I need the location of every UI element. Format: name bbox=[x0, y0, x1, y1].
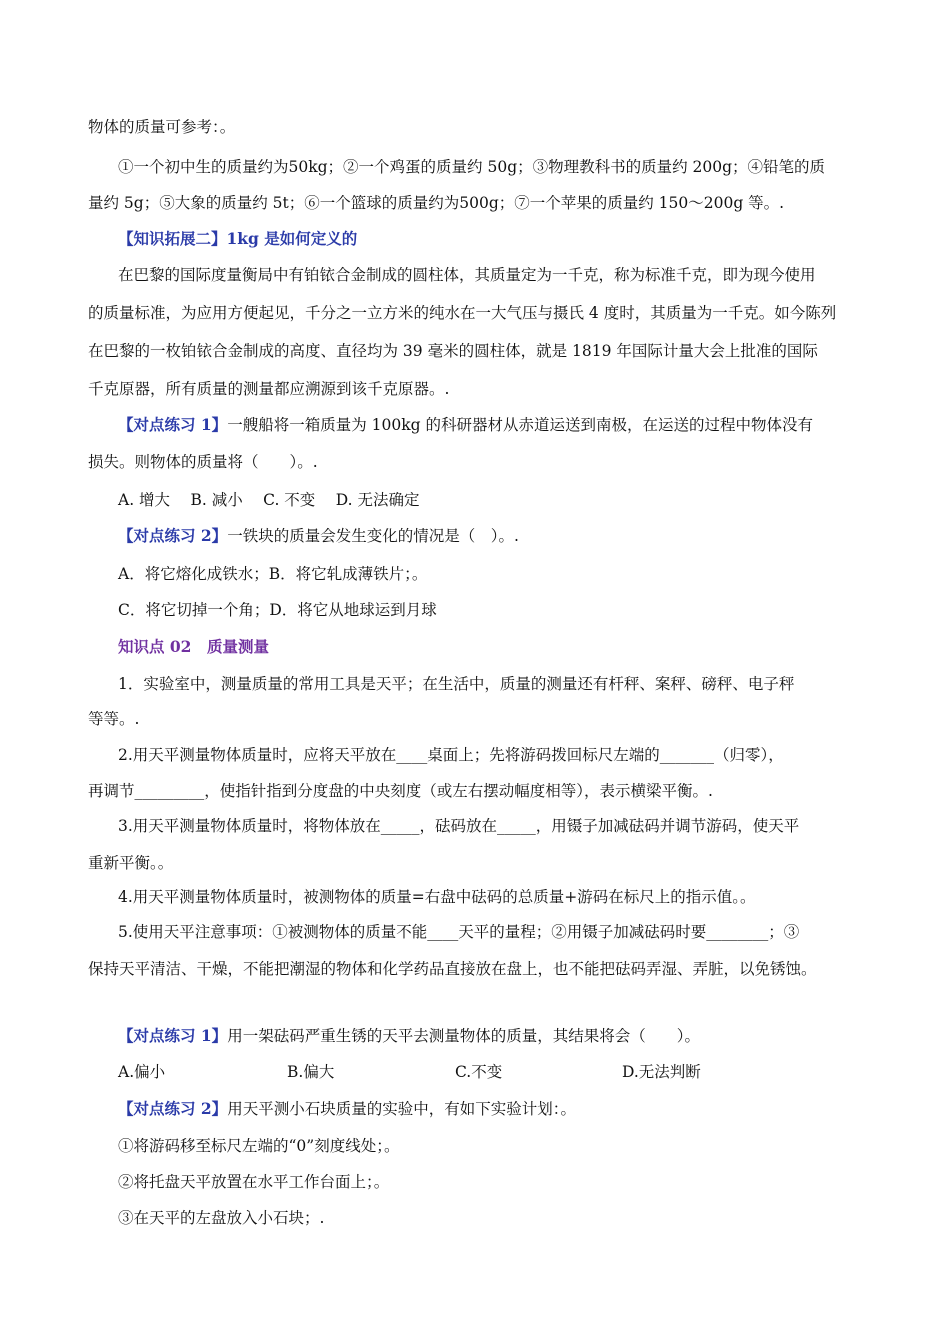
option-c: C.不变 bbox=[455, 1063, 503, 1081]
exercise-line bbox=[118, 1026, 700, 1046]
exercise-line bbox=[118, 415, 813, 435]
exercise-line bbox=[118, 526, 519, 546]
exercise-text: 一铁块的质量会发生变化的情况是（ ）。. bbox=[227, 527, 519, 545]
option-d: D.无法判断 bbox=[622, 1063, 701, 1081]
exercise-text: 一艘船将一箱质量为 100kg 的科研器材从赤道运送到南极，在运送的过程中物体没有 bbox=[227, 416, 813, 434]
paragraph-line: 1．实验室中，测量质量的常用工具是天平；在生活中，质量的测量还有杆秤、案秤、磅秤、电子秤 bbox=[118, 675, 795, 693]
step-line: ③在天平的左盘放入小石块；. bbox=[118, 1209, 325, 1227]
options-line: C．将它切掉一个角；D．将它从地球运到月球 bbox=[118, 601, 437, 619]
options-line: A．将它熔化成铁水；B．将它轧成薄铁片；。 bbox=[118, 565, 428, 583]
paragraph-line: 千克原器，所有质量的测量都应溯源到该千克原器。. bbox=[88, 380, 450, 398]
options-line: A. 增大 B. 减小 C. 不变 D. 无法确定 bbox=[118, 491, 420, 509]
paragraph-line: 保持天平清洁、干燥，不能把潮湿的物体和化学药品直接放在盘上，也不能把砝码弄湿、弄脏，以免锈蚀。 bbox=[88, 960, 817, 978]
exercise-line bbox=[118, 1099, 576, 1119]
paragraph-line: 重新平衡。。 bbox=[88, 854, 174, 872]
paragraph-line: 物体的质量可参考：。 bbox=[88, 118, 236, 136]
option-b: B.偏大 bbox=[287, 1063, 335, 1081]
exercise-label: 【对点练习 1】 bbox=[118, 415, 228, 434]
paragraph-line: 等等。. bbox=[88, 710, 140, 728]
paragraph-line: ①一个初中生的质量约为50kg；②一个鸡蛋的质量约 50g；③物理教科书的质量约 200g；④铅笔的质 bbox=[118, 158, 826, 176]
step-line: ①将游码移至标尺左端的“0”刻度线处；。 bbox=[118, 1137, 400, 1155]
exercise-text: 用一架砝码严重生锈的天平去测量物体的质量，其结果将会（ ）。 bbox=[227, 1027, 700, 1045]
paragraph-line: 在巴黎的一枚铂铱合金制成的高度、直径均为 39 毫米的圆柱体，就是 1819 年国际计量大会上批准的国际 bbox=[88, 342, 818, 360]
paragraph-line: 再调节_________，使指针指到分度盘的中央刻度（或左右摆动幅度相等），表示横梁平衡。. bbox=[88, 782, 713, 800]
paragraph-line: 的质量标准，为应用方便起见，千分之一立方米的纯水在一大气压与摄氏 4 度时，其质量为一千克。如今陈列 bbox=[88, 304, 837, 322]
exercise-label: 【对点练习 1】 bbox=[118, 1026, 228, 1045]
exercise-text: 用天平测小石块质量的实验中，有如下实验计划：。 bbox=[227, 1100, 576, 1118]
exercise-label: 【对点练习 2】 bbox=[118, 526, 228, 545]
exercise-label: 【对点练习 2】 bbox=[118, 1099, 228, 1118]
paragraph-line: 量约 5g；⑤大象的质量约 5t；⑥一个篮球的质量约为500g；⑦一个苹果的质量约 150～200g 等。. bbox=[88, 194, 785, 212]
step-line: ②将托盘天平放置在水平工作台面上；。 bbox=[118, 1173, 390, 1191]
paragraph-line: 在巴黎的国际度量衡局中有铂铱合金制成的圆柱体，其质量定为一千克，称为标准千克，即为现今使用 bbox=[118, 266, 816, 284]
section-heading: 【知识拓展二】1kg 是如何定义的 bbox=[118, 229, 358, 248]
paragraph-line: 4.用天平测量物体质量时，被测物体的质量=右盘中砝码的总质量+游码在标尺上的指示值。。 bbox=[118, 888, 756, 906]
paragraph-line: 5.使用天平注意事项：①被测物体的质量不能____天平的量程；②用镊子加减砝码时要________；③ bbox=[118, 923, 800, 941]
paragraph-line: 3.用天平测量物体质量时，将物体放在_____，砝码放在_____，用镊子加减砝码并调节游码，使天平 bbox=[118, 817, 800, 835]
option-a: A.偏小 bbox=[118, 1063, 166, 1081]
knowledge-point-heading: 知识点 02 质量测量 bbox=[118, 637, 269, 656]
paragraph-line: 损失。则物体的质量将（ ）。. bbox=[88, 453, 318, 471]
paragraph-line: 2.用天平测量物体质量时，应将天平放在____桌面上；先将游码拨回标尺左端的_______（归零）， bbox=[118, 746, 784, 764]
